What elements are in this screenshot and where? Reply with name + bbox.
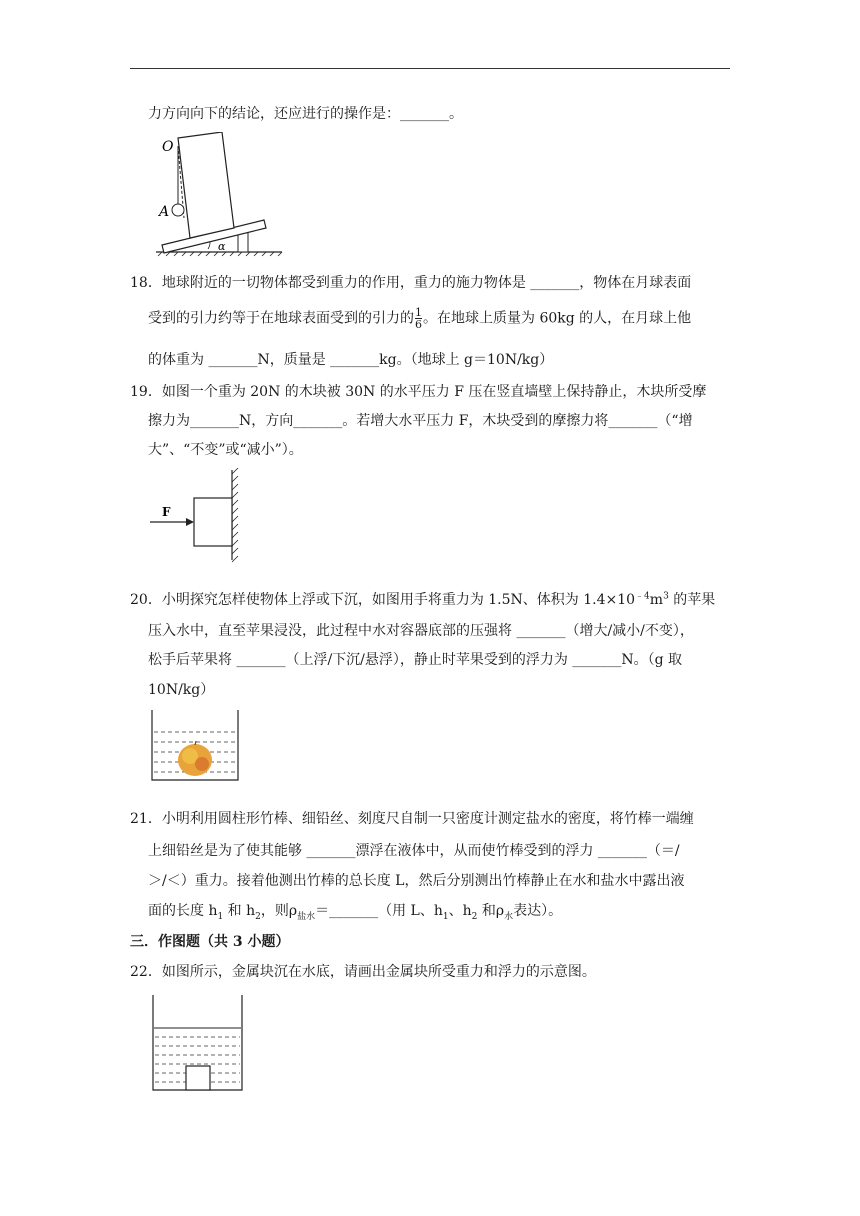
q22-figure <box>150 992 246 1092</box>
q22-line1: 22．如图所示，金属块沉在水底，请画出金属块所受重力和浮力的示意图。 <box>130 964 596 980</box>
label-o: O <box>162 139 174 155</box>
q21-line1: 21．小明利用圆柱形竹棒、细铅丝、刻度尺自制一只密度计测定盐水的密度，将竹棒一端缠 <box>130 811 694 827</box>
q21-line2: 上细铅丝是为了使其能够 _______漂浮在液体中，从而使竹棒受到的浮力 _______（＝/ <box>148 843 680 859</box>
q17-figure <box>150 132 290 258</box>
q20-line1: 20．小明探究怎样使物体上浮或下沉，如图用手将重力为 1.5N、体积为 $1.4\times 10^{﹣4}m^3$ 的苹果 <box>130 591 716 608</box>
q21-line3: ＞/＜）重力。接着他测出竹棒的总长度 L，然后分别测出竹棒静止在水和盐水中露出液 <box>148 873 685 889</box>
q20-line2: 压入水中，直至苹果浸没，此过程中水对容器底部的压强将 _______（增大/减小/不变）， <box>148 623 694 639</box>
q18-line1: 18．地球附近的一切物体都受到重力的作用，重力的施力物体是 _______，物体在月球表面 <box>130 275 692 291</box>
q19-line2: 擦力为_______N，方向_______。若增大水平压力 F，木块受到的摩擦力将_______（“增 <box>148 413 693 429</box>
label-f: F <box>162 505 171 519</box>
q21-line4: 面的长度 $h_1$ 和 $h_2$，则$\rho_{盐水}=\_\_\_\_\_\_\_$（用 L、$h_1$、$h_2$ 和$\rho_水$表达）。 <box>148 903 563 922</box>
q19-line3: 大”、“不变”或“减小”）。 <box>148 442 303 458</box>
q20-figure <box>150 708 242 782</box>
q18-line2: 受到的引力约等于在地球表面受到的引力的 $\frac{1}{6}$ 。在地球上质量为 60kg 的人，在月球上他 <box>148 306 692 331</box>
q18-line3: 的体重为 _______N，质量是 _______kg。（地球上 g＝10N/kg） <box>148 352 554 368</box>
q20-line3: 松手后苹果将 _______（上浮/下沉/悬浮），静止时苹果受到的浮力为 _______N。（g 取 <box>148 652 682 668</box>
q19-line1: 19．如图一个重为 20N 的木块被 30N 的水平压力 F 压在竖直墙壁上保持静止，木块所受摩 <box>130 384 707 400</box>
fraction: $\frac{1}{6}$ <box>415 306 422 331</box>
q19-figure <box>150 468 250 564</box>
label-alpha: α <box>218 240 226 253</box>
q17-tail: 力方向向下的结论，还应进行的操作是：_______。 <box>148 106 463 122</box>
section-title: 三．作图题（共 3 小题） <box>130 934 290 950</box>
q20-line4: 10N/kg） <box>148 682 215 698</box>
label-a: A <box>159 204 170 220</box>
header-rule <box>130 68 730 69</box>
metal-block <box>186 1066 210 1090</box>
